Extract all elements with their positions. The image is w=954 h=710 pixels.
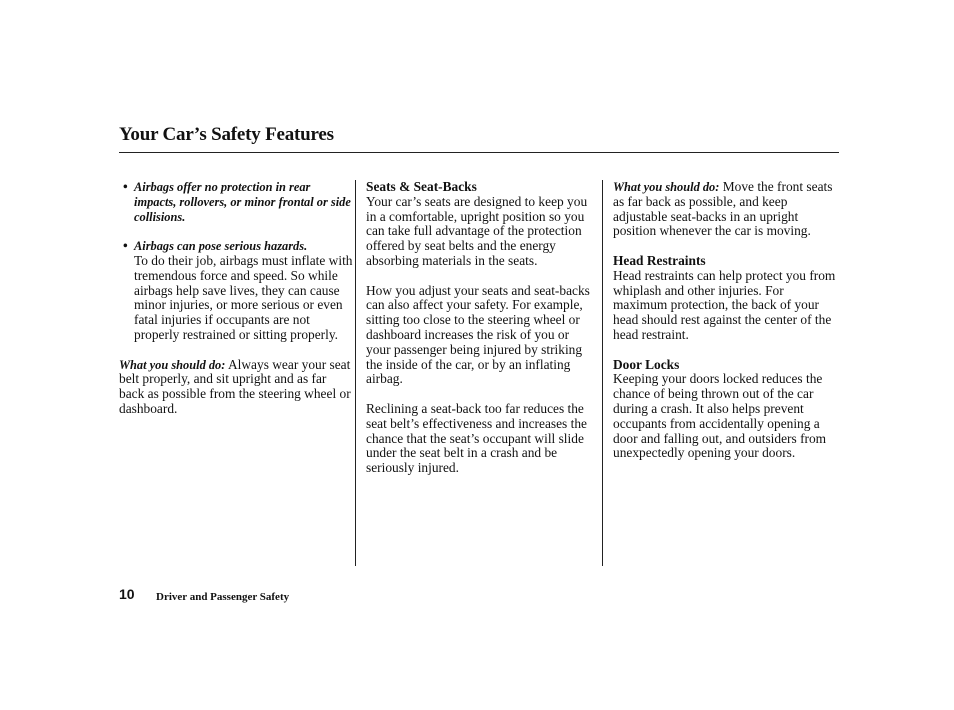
title-rule [119,152,839,153]
bullet-dot: • [123,179,128,194]
column-divider-2 [602,180,603,566]
column-left [119,180,353,432]
bullet-serious-hazards-text: To do their job, airbags must inflate with tremendous force and speed. So while airbags help save lives, they can cause minor injuries, or more serious or even fatal injuries if occupants are not properly restrained or sitting properly. [134,252,353,342]
wysd-text: Move the front seats as far back as possible, and keep adjustable seat-backs in an upright position whenever the car is moving. [613,179,833,239]
seats-heading: Seats & Seat-Backs [366,179,477,194]
page-number: 10 [119,586,135,602]
head-restraints-heading: Head Restraints [613,252,706,268]
bullet-serious-hazards [119,239,353,343]
seats-paragraph-1: Your car’s seats are designed to keep you in a comfortable, upright position so you can take full advantage of the protection offered by seat belts and the energy absorbing materials in the seats. [366,193,588,268]
wysd-label: What you should do: [119,357,226,372]
what-you-should-do-right [613,180,841,239]
column-divider-1 [355,180,356,566]
page-title: Your Car’s Safety Features [119,124,334,145]
seats-paragraph-3: Reclining a seat-back too far reduces the seat belt’s effectiveness and increases the chance that the seat’s occupant will slide under the seat belt in a crash and be seriously injured. [366,400,587,476]
bullet-no-protection [119,180,353,224]
door-locks-heading: Door Locks [613,356,680,372]
footer-section-title: Driver and Passenger Safety [156,591,290,603]
wysd-text: Always wear your seat belt properly, and sit upright and as far back as possible from the steering wheel or dashboard. [119,356,351,416]
door-locks-text: Keeping your doors locked reduces the chance of being thrown out of the car during a crash. It also helps prevent occupants from accidentally opening a door and falling out, and outsiders from unexpectedly opening your doors. [613,371,827,461]
what-you-should-do-left [119,358,353,417]
head-restraints-section [613,254,841,343]
head-restraints-text: Head restraints can help protect you from whiplash and other injuries. For maximum protection, the back of your head should rest against the center of the head restraint. [613,267,836,342]
bullet-no-protection-text: Airbags offer no protection in rear impacts, rollovers, or minor frontal or side collisions. [134,180,351,224]
column-right [613,180,841,476]
seats-paragraph-2: How you adjust your seats and seat-backs can also affect your safety. For example, sitting too close to the steering wheel or dashboard increases the risk of you or your passenger being injured by striking the inside of the car, or by an inflating airbag. [366,282,590,387]
column-middle [366,180,596,491]
bullet-dot: • [123,238,128,254]
bullet-serious-hazards-lead: Airbags can pose serious hazards. [134,239,308,254]
seats-section [366,180,596,269]
door-locks-section [613,358,841,462]
wysd-label: What you should do: [613,180,720,194]
